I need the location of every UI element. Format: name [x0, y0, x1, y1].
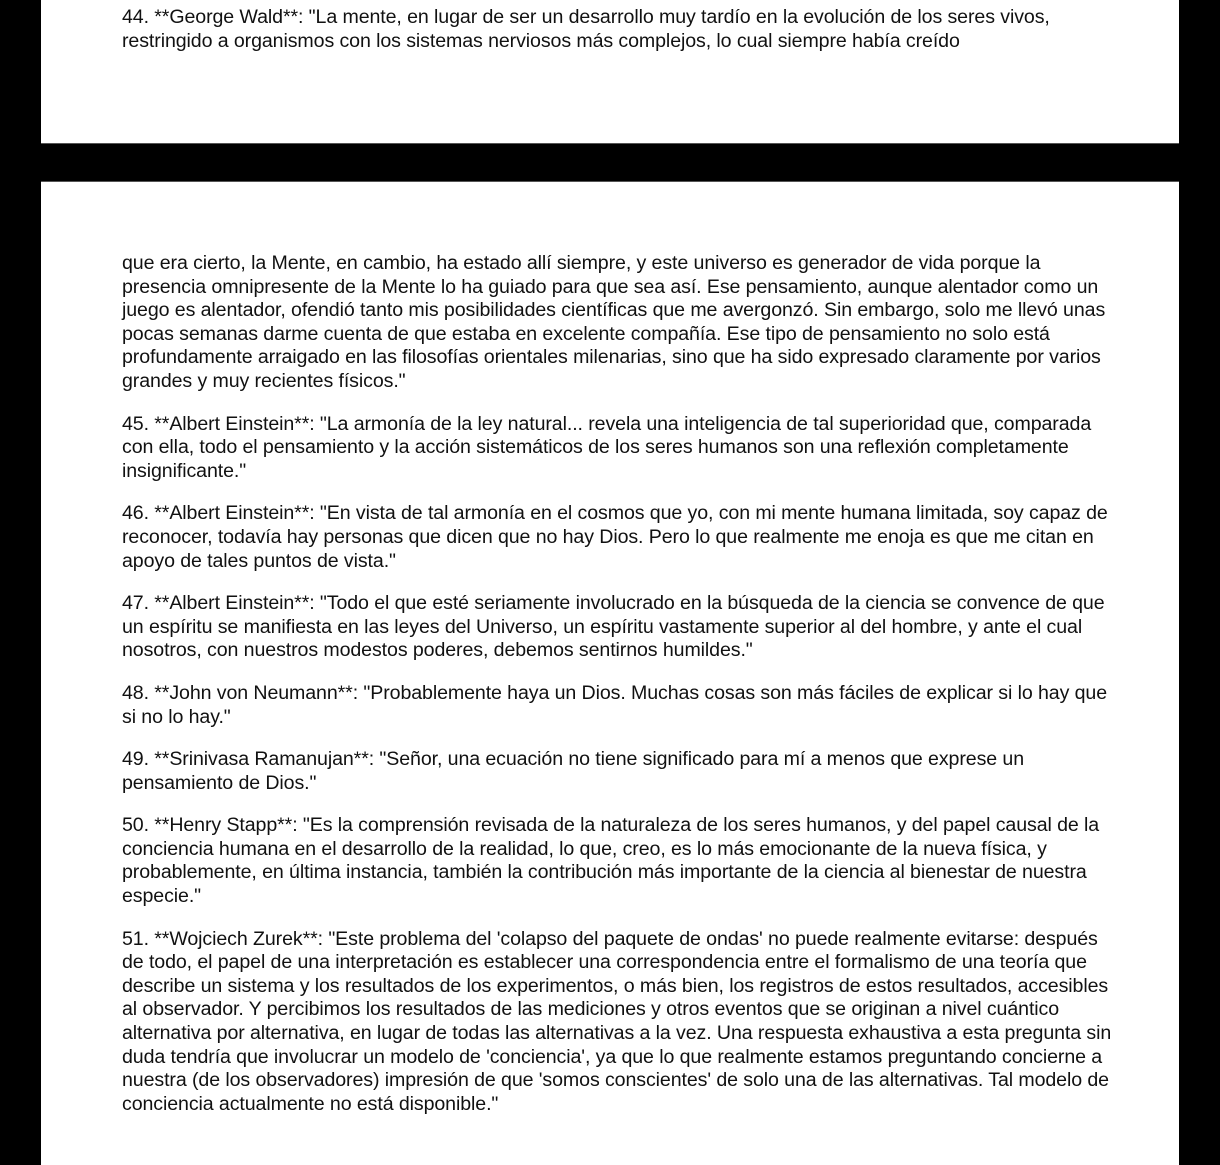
- quote-49: 49. **Srinivasa Ramanujan**: "Señor, una ecuación no tiene significado para mí a menos que exprese un pensamiento de Dios.": [122, 748, 1025, 794]
- document-page-1: [41, 0, 1179, 144]
- quote-45: 45. **Albert Einstein**: "La armonía de la ley natural... revela una inteligencia de tal superioridad que, comparada con ella, todo el pensamiento y la acción sistemáticos de los seres humanos son una reflexión completamente insignificante.": [122, 412, 1092, 482]
- quote-44-part-1: 44. **George Wald**: "La mente, en lugar de ser un desarrollo muy tardío en la evolución de los seres vivos, restringido a organismos con los sistemas nerviosos más complejos, lo cual siempre había creído: [122, 6, 1050, 52]
- page-content: [122, 252, 1112, 1135]
- quote-51: 51. **Wojciech Zurek**: "Este problema del 'colapso del paquete de ondas' no puede realmente evitarse: después de todo, el papel de una interpretación es establecer una correspondencia entre el formalismo de una teoría que describe un sistema y los resultados de los experimentos, o más bien, los registros de estos resultados, accesibles al observador. Y percibimos los resultados de las mediciones y otros eventos que se originan a nivel cuántico alternativa por alternativa, en lugar de todas las alternativas a la vez. Una respuesta exhaustiva a esta pregunta sin duda tendría que involucrar un modelo de 'conciencia', ya que lo que realmente estamos preguntando concierne a nuestra (de los observadores) impresión de que 'somos conscientes' de solo una de las alternativas. Tal modelo de conciencia actualmente no está disponible.": [122, 927, 1112, 1115]
- document-page-2: [41, 181, 1179, 1165]
- quote-44-part-2: que era cierto, la Mente, en cambio, ha estado allí siempre, y este universo es generador de vida porque la presencia omnipresente de la Mente lo ha guiado para que sea así. Ese pensamiento, aunque alentador como un juego es alentador, ofendió tanto mis posibilidades científicas que me avergonzó. Sin embargo, solo me llevó unas pocas semanas darme cuenta de que estaba en excelente compañía. Ese tipo de pensamiento no solo está profundamente arraigado en las filosofías orientales milenarias, sino que ha sido expresado claramente por varios grandes y muy recientes físicos.": [122, 252, 1106, 392]
- quote-50: 50. **Henry Stapp**: "Es la comprensión revisada de la naturaleza de los seres humanos, y del papel causal de la conciencia humana en el desarrollo de la realidad, lo que, creo, es lo más emocionante de la nueva física, y probablemente, en última instancia, también la contribución más importante de la ciencia al bienestar de nuestra especie.": [122, 814, 1100, 908]
- quote-46: 46. **Albert Einstein**: "En vista de tal armonía en el cosmos que yo, con mi mente humana limitada, soy capaz de reconocer, todavía hay personas que dicen que no hay Dios. Pero lo que realmente me enoja es que me citan en apoyo de tales puntos de vista.": [122, 502, 1108, 572]
- quote-48: 48. **John von Neumann**: "Probablemente haya un Dios. Muchas cosas son más fáciles de explicar si lo hay que si no lo hay.": [122, 681, 1108, 728]
- page-content: [122, 6, 1112, 72]
- quote-47: 47. **Albert Einstein**: "Todo el que esté seriamente involucrado en la búsqueda de la ciencia se convence de que un espíritu se manifiesta en las leyes del Universo, un espíritu vastamente superior al del hombre, y ante el cual nosotros, con nuestros modestos poderes, debemos sentirnos humildes.": [122, 592, 1105, 662]
